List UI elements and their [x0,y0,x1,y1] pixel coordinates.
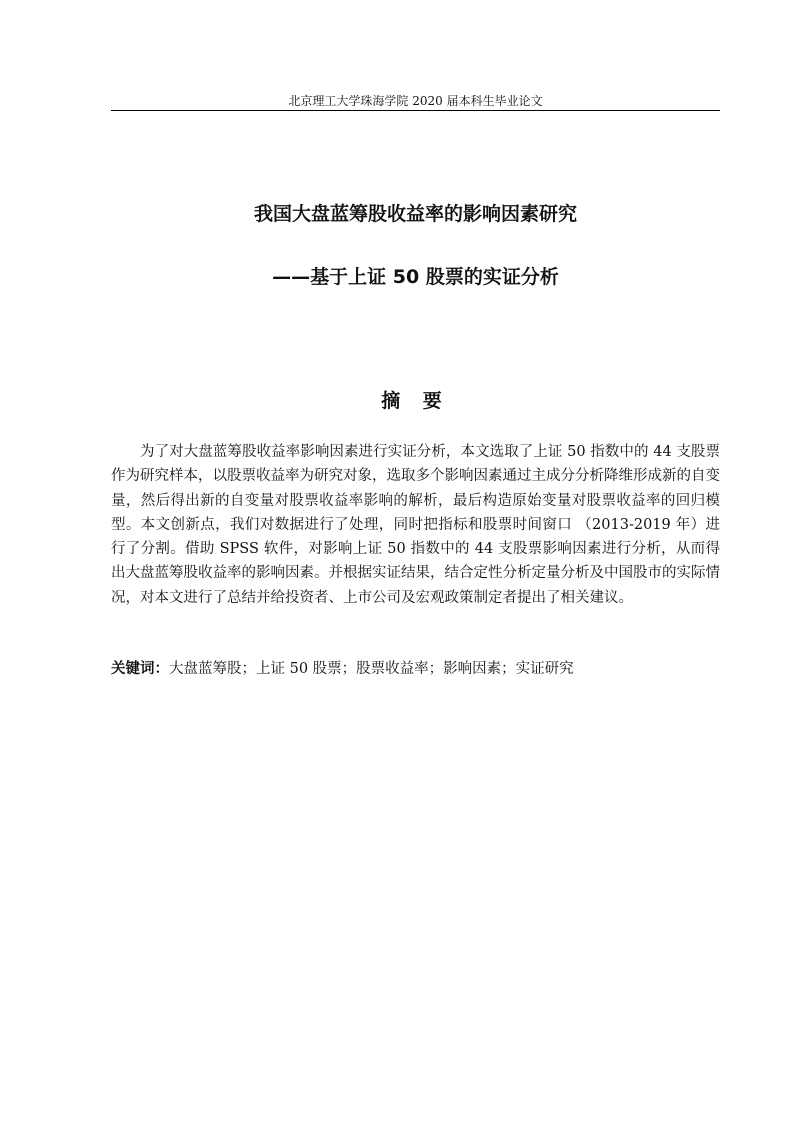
abstract-heading: 摘 要 [381,390,450,412]
keywords-value: 大盘蓝筹股；上证 50 股票；股票收益率；影响因素；实证研究 [169,661,574,677]
thesis-subtitle: ——基于上证 50 股票的实证分析 [272,266,559,288]
keywords-label: 关键词： [111,661,169,677]
header-text: 北京理工大学珠海学院 2020 届本科生毕业论文 [288,94,543,108]
page-header [111,92,720,111]
thesis-title: 我国大盘蓝筹股收益率的影响因素研究 [253,203,577,225]
keywords-line [111,657,720,681]
abstract-body: 为了对大盘蓝筹股收益率影响因素进行实证分析，本文选取了上证 50 指数中的 44 支股票作为研究样本，以股票收益率为研究对象，选取多个影响因素通过主成分分析降维形成新的自变量，然后得出新的自变量对股票收益率影响的解析，最后构造原始变量对股票收益率的回归模型。本文创新点，我们对数据进行了处理，同时把指标和股票时间窗口 （2013-2019 年）进行了分割。借助 SPSS 软件，对影响上证 50 指数中的 44 支股票影响因素进行分析，从而得出大盘蓝筹股收益率的影响因素。并根据实证结果，结合定性分析定量分析及中国股市的实际情况，对本文进行了总结并给投资者、上市公司及宏观政策制定者提出了相关建议。 [111,444,720,606]
